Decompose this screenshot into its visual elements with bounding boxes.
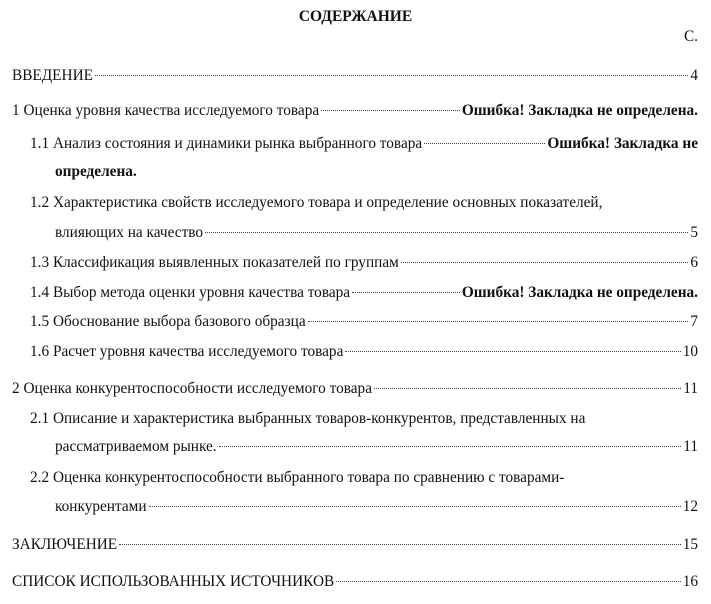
toc-entry-1-5[interactable] (30, 312, 698, 332)
entry-text: 1 Оценка уровня качества исследуемого товара (12, 102, 320, 119)
entry-text: 2 Оценка конкурентоспособности исследуемого товара (12, 380, 372, 397)
entry-text: 1.2 Характеристика свойств исследуемого товара и определение основных показателей, (30, 194, 603, 211)
entry-page: 5 (690, 224, 698, 241)
toc-entry-2-2-cont[interactable] (55, 497, 698, 517)
dot-leader (345, 351, 680, 352)
dot-leader (352, 292, 460, 293)
entry-page: 12 (682, 498, 698, 515)
entry-text: влияющих на качество (55, 224, 204, 241)
entry-text: СПИСОК ИСПОЛЬЗОВАННЫХ ИСТОЧНИКОВ (12, 573, 335, 590)
dot-leader (95, 75, 688, 76)
entry-text: 1.5 Обоснование выбора базового образца (30, 313, 306, 330)
dot-leader (321, 110, 460, 111)
entry-text: ЗАКЛЮЧЕНИЕ (12, 536, 118, 553)
entry-page-error: Ошибка! Закладка не (547, 135, 698, 152)
dot-leader (401, 262, 689, 263)
toc-entry-1-1[interactable] (30, 134, 698, 154)
entry-text: 2.1 Описание и характеристика выбранных товаров-конкурентов, представленных на (30, 410, 586, 427)
entry-text: ВВЕДЕНИЕ (12, 67, 93, 84)
entry-text: 1.1 Анализ состояния и динамики рынка выбранного товара (30, 135, 423, 152)
page-column-label: С. (683, 28, 698, 45)
entry-page: 11 (683, 438, 698, 455)
dot-leader (149, 506, 681, 507)
dot-leader (119, 544, 681, 545)
toc-entry-1-4[interactable] (30, 283, 698, 303)
entry-text: 1.6 Расчет уровня качества исследуемого товара (30, 343, 344, 360)
entry-text: 1.4 Выбор метода оценки уровня качества товара (30, 284, 351, 301)
entry-page: 10 (682, 343, 698, 360)
entry-page: 7 (690, 313, 698, 330)
entry-page: 16 (682, 573, 698, 590)
entry-text: 1.3 Классификация выявленных показателей по группам (30, 254, 399, 271)
toc-title: СОДЕРЖАНИЕ (298, 8, 413, 25)
entry-text: конкурентами (55, 498, 147, 515)
entry-page: 6 (690, 254, 698, 271)
dot-leader (336, 581, 681, 582)
toc-entry-1-2-cont[interactable] (55, 223, 698, 243)
toc-entry-conclusion[interactable] (12, 535, 698, 555)
dot-leader (219, 446, 682, 447)
entry-page: 4 (690, 67, 698, 84)
entry-page-error: определена. (55, 163, 137, 180)
entry-page-error: Ошибка! Закладка не определена. (461, 102, 698, 119)
entry-text: 2.2 Оценка конкурентоспособности выбранного товара по сравнению с товарами- (30, 469, 565, 486)
toc-entry-2-1[interactable] (30, 409, 698, 429)
toc-entry-1-3[interactable] (30, 253, 698, 273)
dot-leader (205, 232, 688, 233)
toc-entry-1-6[interactable] (30, 342, 698, 362)
toc-entry-2-1-cont[interactable] (55, 437, 698, 457)
entry-page: 15 (682, 536, 698, 553)
dot-leader (424, 143, 545, 144)
entry-page: 11 (683, 380, 698, 397)
dot-leader (308, 321, 689, 322)
toc-entry-1-1-cont (55, 162, 698, 182)
entry-page-error: Ошибка! Закладка не определена. (461, 284, 698, 301)
toc-entry-2-2[interactable] (30, 468, 698, 488)
toc-entry-intro[interactable] (12, 66, 698, 86)
toc-entry-1[interactable] (12, 101, 698, 121)
toc-entry-2[interactable] (12, 379, 698, 399)
entry-text: рассматриваемом рынке. (55, 438, 217, 455)
toc-entry-1-2[interactable] (30, 193, 698, 213)
dot-leader (374, 388, 681, 389)
toc-entry-sources[interactable] (12, 572, 698, 592)
